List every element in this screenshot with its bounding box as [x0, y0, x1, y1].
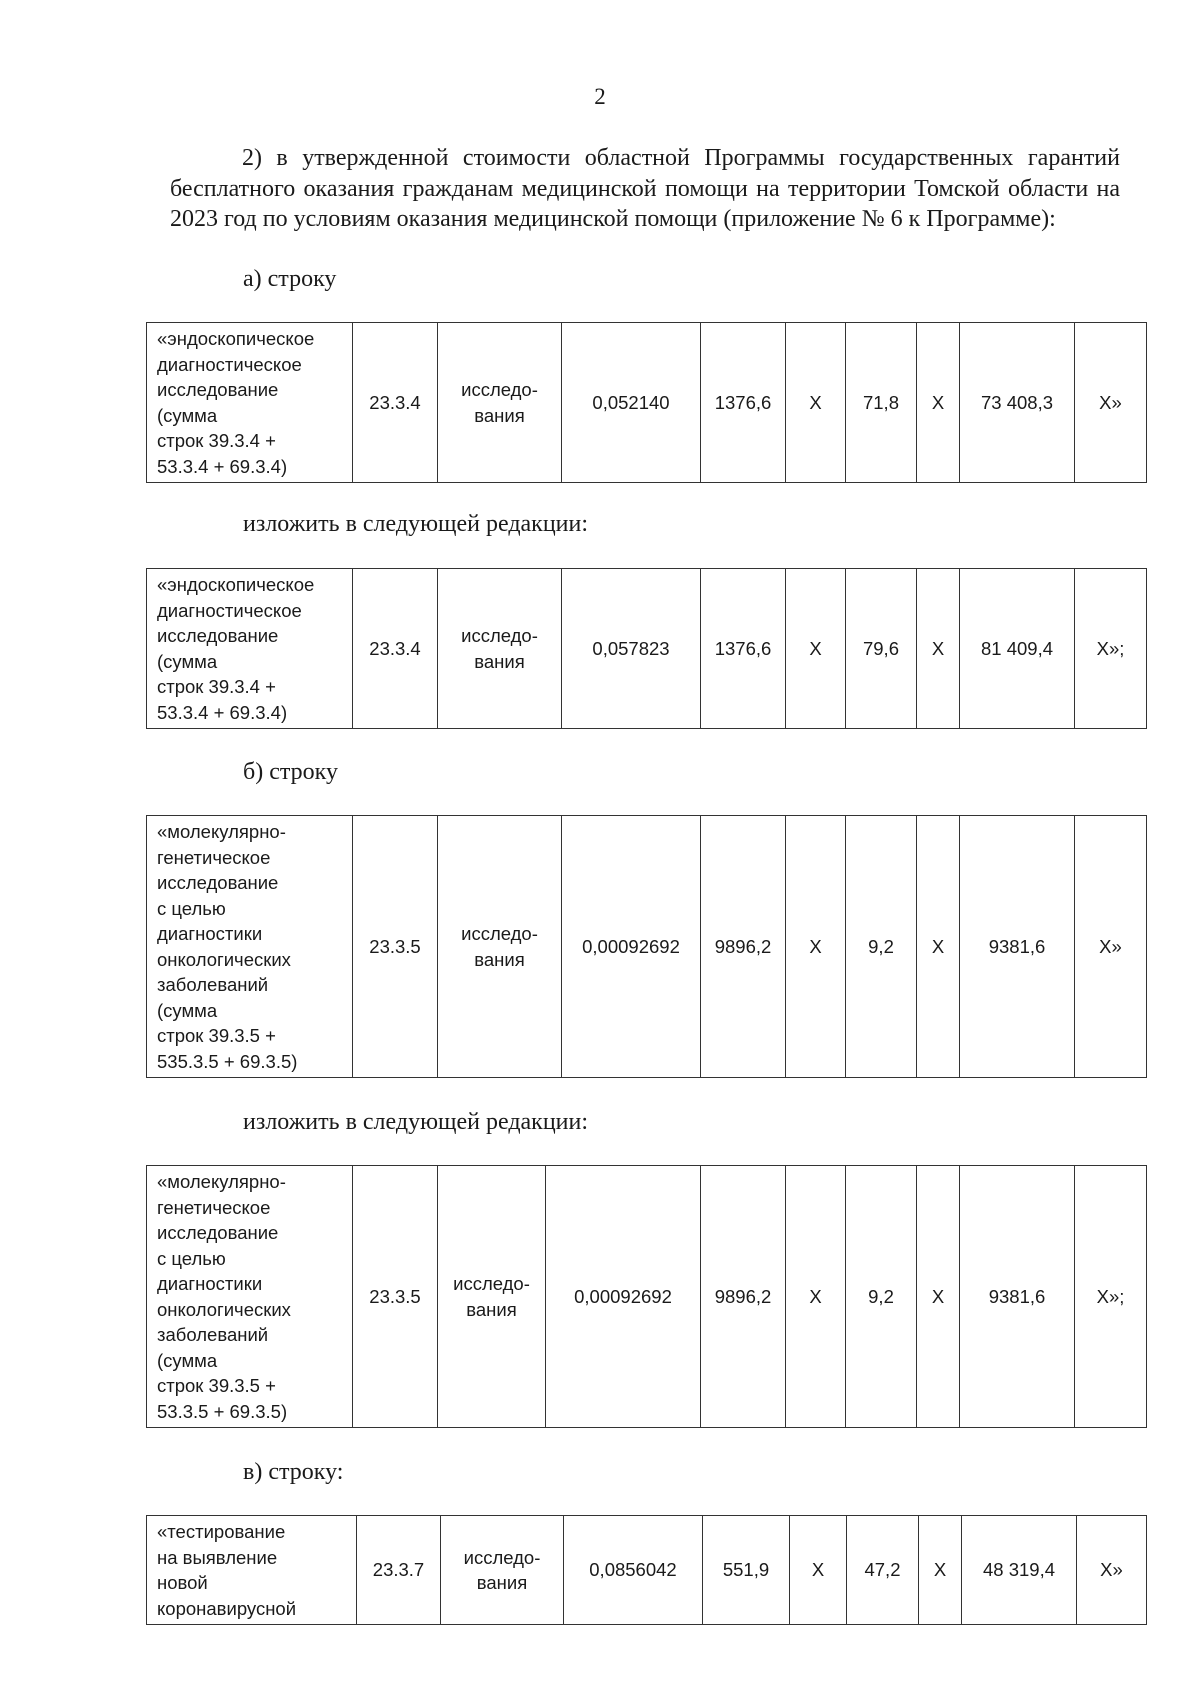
cell-x3: Х» [1075, 816, 1147, 1078]
cell-cost: 1376,6 [701, 569, 786, 729]
cell-x3: Х» [1077, 1516, 1147, 1625]
cell-x2: Х [917, 323, 960, 483]
cell-code: 23.3.5 [353, 1166, 438, 1428]
row-table-2 [146, 568, 1147, 729]
cell-cost: 9896,2 [701, 1166, 786, 1428]
cell-unit: исследо- вания [438, 569, 562, 729]
row-table-4 [146, 1165, 1147, 1428]
cell-per-capita: 79,6 [846, 569, 917, 729]
table-row [147, 569, 1147, 729]
cell-total: 73 408,3 [960, 323, 1075, 483]
label-a: а) строку [243, 266, 337, 292]
cell-x1: Х [786, 323, 846, 483]
cell-per-capita: 9,2 [846, 1166, 917, 1428]
cell-x1: Х [786, 816, 846, 1078]
cell-total: 48 319,4 [962, 1516, 1077, 1625]
cell-x1: Х [790, 1516, 847, 1625]
cell-norm: 0,052140 [562, 323, 701, 483]
cell-x3: Х»; [1075, 1166, 1147, 1428]
cell-name: «молекулярно- генетическое исследование с целью диагностики онкологических заболеваний (сумма строк 39.3.5 + 53.3.5 + 69.3.5) [147, 1166, 353, 1428]
cell-code: 23.3.5 [353, 816, 438, 1078]
table-row [147, 1516, 1147, 1625]
cell-per-capita: 71,8 [846, 323, 917, 483]
cell-code: 23.3.7 [357, 1516, 441, 1625]
row-table-1 [146, 322, 1147, 483]
cell-name: «молекулярно- генетическое исследование с целью диагностики онкологических заболеваний (сумма строк 39.3.5 + 535.3.5 + 69.3.5) [147, 816, 353, 1078]
table-row [147, 1166, 1147, 1428]
cell-cost: 1376,6 [701, 323, 786, 483]
cell-cost: 9896,2 [701, 816, 786, 1078]
table-row [147, 816, 1147, 1078]
cell-total: 81 409,4 [960, 569, 1075, 729]
cell-code: 23.3.4 [353, 323, 438, 483]
cell-x1: Х [786, 569, 846, 729]
row-table-3 [146, 815, 1147, 1078]
page-number: 2 [594, 84, 606, 109]
cell-per-capita: 9,2 [846, 816, 917, 1078]
cell-cost: 551,9 [703, 1516, 790, 1625]
cell-x2: Х [917, 569, 960, 729]
cell-x2: Х [919, 1516, 962, 1625]
table-row [147, 323, 1147, 483]
cell-name: «тестирование на выявление новой коронавирусной [147, 1516, 357, 1625]
cell-x1: Х [786, 1166, 846, 1428]
cell-x2: Х [917, 816, 960, 1078]
cell-unit: исследо- вания [438, 1166, 546, 1428]
cell-norm: 0,0856042 [564, 1516, 703, 1625]
cell-norm: 0,00092692 [562, 816, 701, 1078]
label-v: в) строку: [243, 1459, 344, 1485]
cell-total: 9381,6 [960, 816, 1075, 1078]
row-table-5 [146, 1515, 1147, 1625]
cell-code: 23.3.4 [353, 569, 438, 729]
cell-per-capita: 47,2 [847, 1516, 919, 1625]
cell-name: «эндоскопическое диагностическое исследование (сумма строк 39.3.4 + 53.3.4 + 69.3.4) [147, 323, 353, 483]
label-b: б) строку [243, 759, 338, 785]
cell-x2: Х [917, 1166, 960, 1428]
cell-unit: исследо- вания [438, 323, 562, 483]
cell-x3: Х»; [1075, 569, 1147, 729]
intro-paragraph: 2) в утвержденной стоимости областной Программы государственных гарантий бесплатного оказания гражданам медицинской помощи на территории Томской области на 2023 год по условиям оказания медицинской помощи (приложение № 6 к Программе): [170, 145, 1120, 232]
cell-norm: 0,057823 [562, 569, 701, 729]
label-edit-2: изложить в следующей редакции: [243, 1109, 589, 1135]
cell-unit: исследо- вания [441, 1516, 564, 1625]
cell-x3: Х» [1075, 323, 1147, 483]
cell-norm: 0,00092692 [546, 1166, 701, 1428]
cell-name: «эндоскопическое диагностическое исследование (сумма строк 39.3.4 + 53.3.4 + 69.3.4) [147, 569, 353, 729]
label-edit-1: изложить в следующей редакции: [243, 511, 589, 537]
cell-unit: исследо- вания [438, 816, 562, 1078]
cell-total: 9381,6 [960, 1166, 1075, 1428]
